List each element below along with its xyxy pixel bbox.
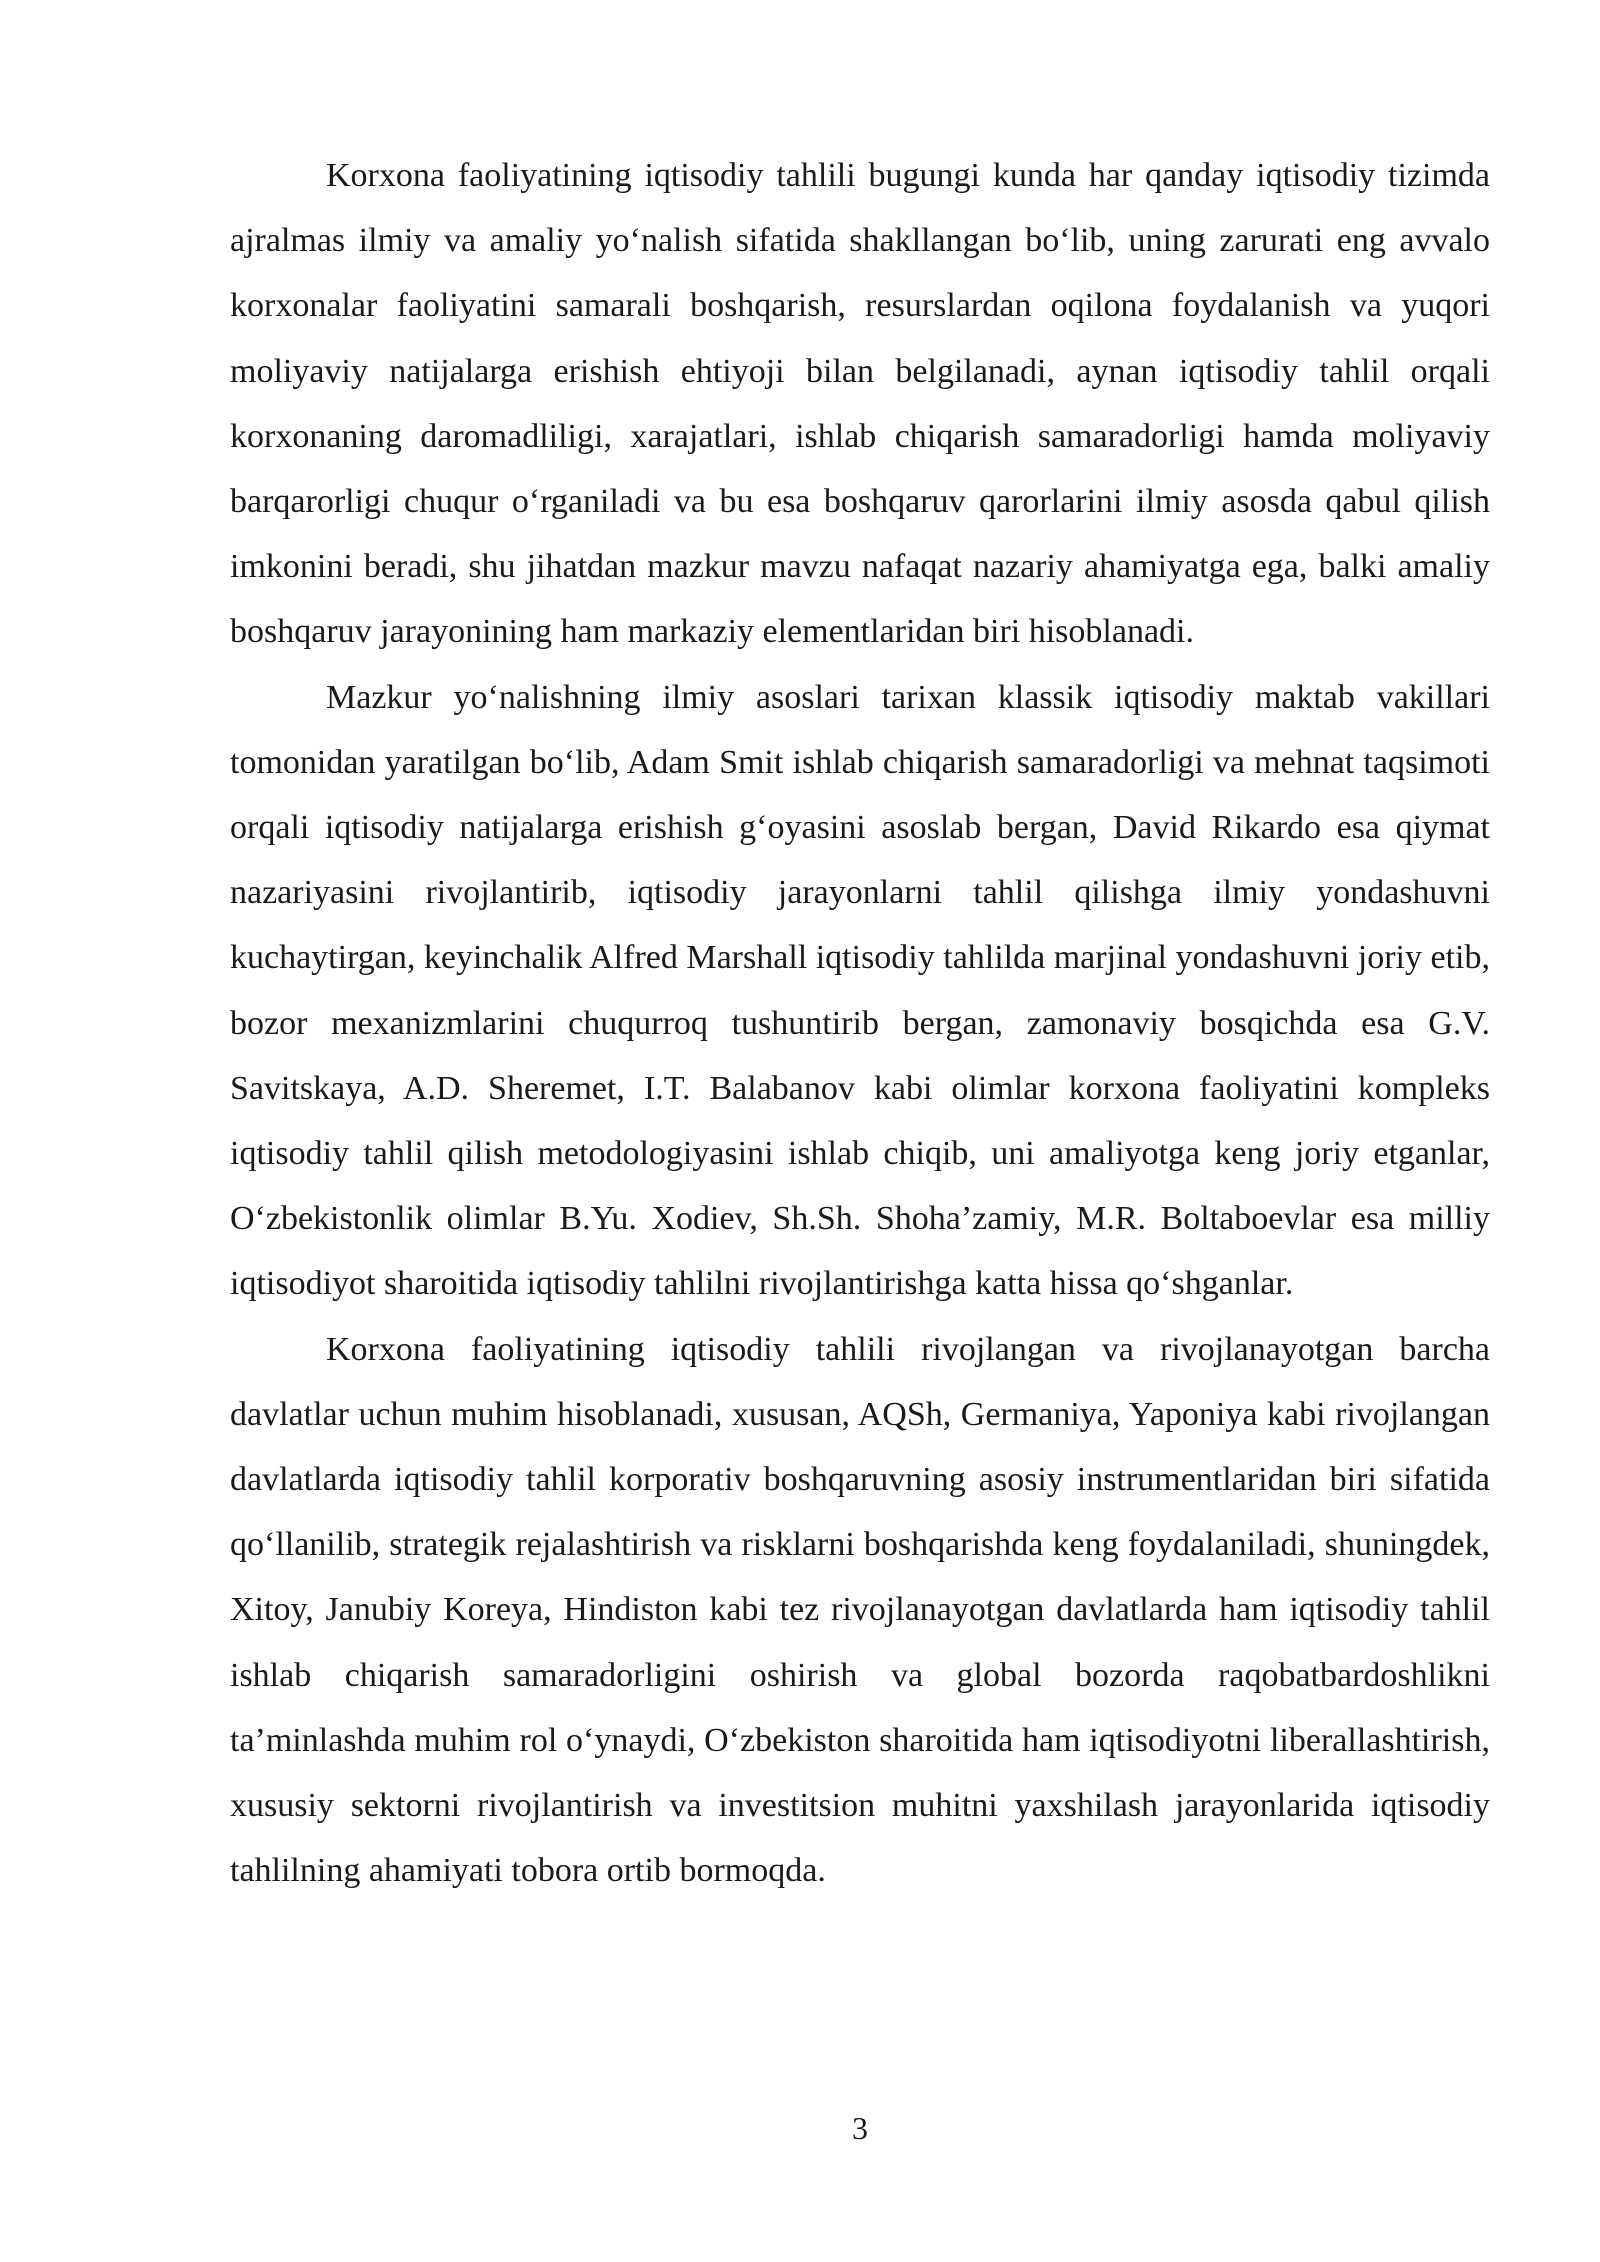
page-number: 3 bbox=[852, 2110, 868, 2146]
paragraph-1: Korxona faoliyatining iqtisodiy tahlili bugungi kunda har qanday iqtisodiy tizimda ajralmas ilmiy va amaliy yo‘nalish sifatida shakllangan bo‘lib, uning zarurati eng avvalo korxonalar faoliyatini samarali boshqarish, resurslardan oqilona foydalanish va yuqori moliyaviy natijalarga erishish ehtiyoji bilan belgilanadi, aynan iqtisodiy tahlil orqali korxonaning daromadliligi, xarajatlari, ishlab chiqarish samaradorligi hamda moliyaviy barqarorligi chuqur o‘rganiladi va bu esa boshqaruv qarorlarini ilmiy asosda qabul qilish imkonini beradi, shu jihatdan mazkur mavzu nafaqat nazariy ahamiyatga ega, balki amaliy boshqaruv jarayonining ham markaziy elementlaridan biri hisoblanadi. bbox=[230, 157, 1490, 651]
paragraph-2: Mazkur yo‘nalishning ilmiy asoslari tarixan klassik iqtisodiy maktab vakillari tomonidan yaratilgan bo‘lib, Adam Smit ishlab chiqarish samaradorligi va mehnat taqsimoti orqali iqtisodiy natijalarga erishish g‘oyasini asoslab bergan, David Rikardo esa qiymat nazariyasini rivojlantirib, iqtisodiy jarayonlarni tahlil qilishga ilmiy yondashuvni kuchaytirgan, keyinchalik Alfred Marshall iqtisodiy tahlilda marjinal yondashuvni joriy etib, bozor mexanizmlarini chuqurroq tushuntirib bergan, zamonaviy bosqichda esa G.V. Savitskaya, A.D. Sheremet, I.T. Balabanov kabi olimlar korxona faoliyatini kompleks iqtisodiy tahlil qilish metodologiyasini ishlab chiqib, uni amaliyotga keng joriy etganlar, O‘zbekistonlik olimlar B.Yu. Xodiev, Sh.Sh. Shoha’zamiy, M.R. Boltaboevlar esa milliy iqtisodiyot sharoitida iqtisodiy tahlilni rivojlantirishga katta hissa qo‘shganlar. bbox=[230, 678, 1490, 1303]
paragraph-3: Korxona faoliyatining iqtisodiy tahlili rivojlangan va rivojlanayotgan barcha davlatlar uchun muhim hisoblanadi, xususan, AQSh, Germaniya, Yaponiya kabi rivojlangan davlatlarda iqtisodiy tahlil korporativ boshqaruvning asosiy instrumentlaridan biri sifatida qo‘llanilib, strategik rejalashtirish va risklarni boshqarishda keng foydalaniladi, shuningdek, Xitoy, Janubiy Koreya, Hindiston kabi tez rivojlanayotgan davlatlarda ham iqtisodiy tahlil ishlab chiqarish samaradorligini oshirish va global bozorda raqobatbardoshlikni ta’minlashda muhim rol o‘ynaydi, O‘zbekiston sharoitida ham iqtisodiyotni liberallashtirish, xususiy sektorni rivojlantirish va investitsion muhitni yaxshilash jarayonlarida iqtisodiy tahlilning ahamiyati tobora ortib bormoqda. bbox=[230, 1330, 1490, 1890]
document-body bbox=[230, 143, 1490, 1903]
